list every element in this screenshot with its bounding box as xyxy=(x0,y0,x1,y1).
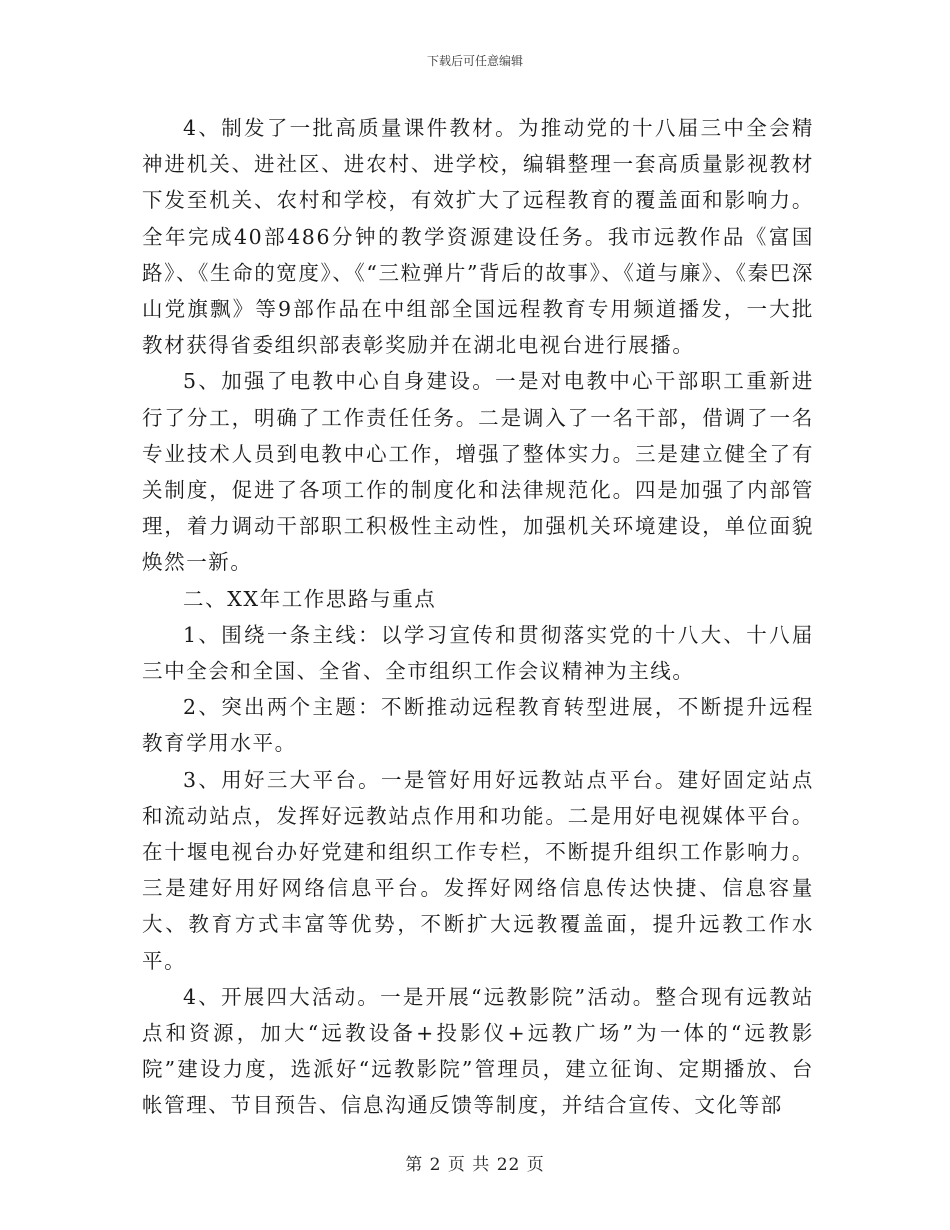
page-footer: 第 2 页 共 22 页 xyxy=(405,1155,545,1175)
paragraph-two-themes: 2、突出两个主题：不断推动远程教育转型进展，不断提升远程教育学用水平。 xyxy=(142,695,814,756)
paragraph-courseware: 4、制发了一批高质量课件教材。为推动党的十八届三中全会精神进机关、进社区、进农村、进学校，编辑整理一套高质量影视教材下发至机关、农村和学校，有效扩大了远程教育的覆盖面和影响力。全年完成40部486分钟的教学资源建设任务。我市远教作品《富国路》、《生命的宽度》、《“三粒弹片”背后的故事》、《道与廉》、《秦巴深山党旗飘》等9部作品在中组部全国远程教育专用频道播发，一大批教材获得省委组织部表彰奖励并在湖北电视台进行展播。 xyxy=(142,116,814,358)
paragraph-main-line: 1、围绕一条主线：以学习宣传和贯彻落实党的十八大、十八届三中全会和全国、全省、全市组织工作会议精神为主线。 xyxy=(142,622,814,684)
document-body xyxy=(142,110,814,1124)
paragraph-three-platforms: 3、用好三大平台。一是管好用好远教站点平台。建好固定站点和流动站点，发挥好远教站点作用和功能。二是用好电视媒体平台。在十堰电视台办好党建和组织工作专栏，不断提升组织工作影响力。三是建好用好网络信息平台。发挥好网络信息传达快捷、信息容量大、教育方式丰富等优势，不断扩大远教覆盖面，提升远教工作水平。 xyxy=(142,767,814,973)
paragraph-four-activities: 4、开展四大活动。一是开展“远教影院”活动。整合现有远教站点和资源，加大“远教设备+投影仪+远教广场”为一体的“远教影院”建设力度，选派好“远教影院”管理员，建立征询、定期播放、台帐管理、节目预告、信息沟通反馈等制度，并结合宣传、文化等部 xyxy=(142,984,814,1118)
paragraph-center-building: 5、加强了电教中心自身建设。一是对电教中心干部职工重新进行了分工，明确了工作责任任务。二是调入了一名干部，借调了一名专业技术人员到电教中心工作，增强了整体实力。三是建立健全了有关制度，促进了各项工作的制度化和法律规范化。四是加强了内部管理，着力调动干部职工积极性主动性，加强机关环境建设，单位面貌焕然一新。 xyxy=(142,369,814,575)
section-heading-plan: 二、XX年工作思路与重点 xyxy=(183,586,437,611)
page-header: 下载后可任意编辑 xyxy=(426,54,523,68)
